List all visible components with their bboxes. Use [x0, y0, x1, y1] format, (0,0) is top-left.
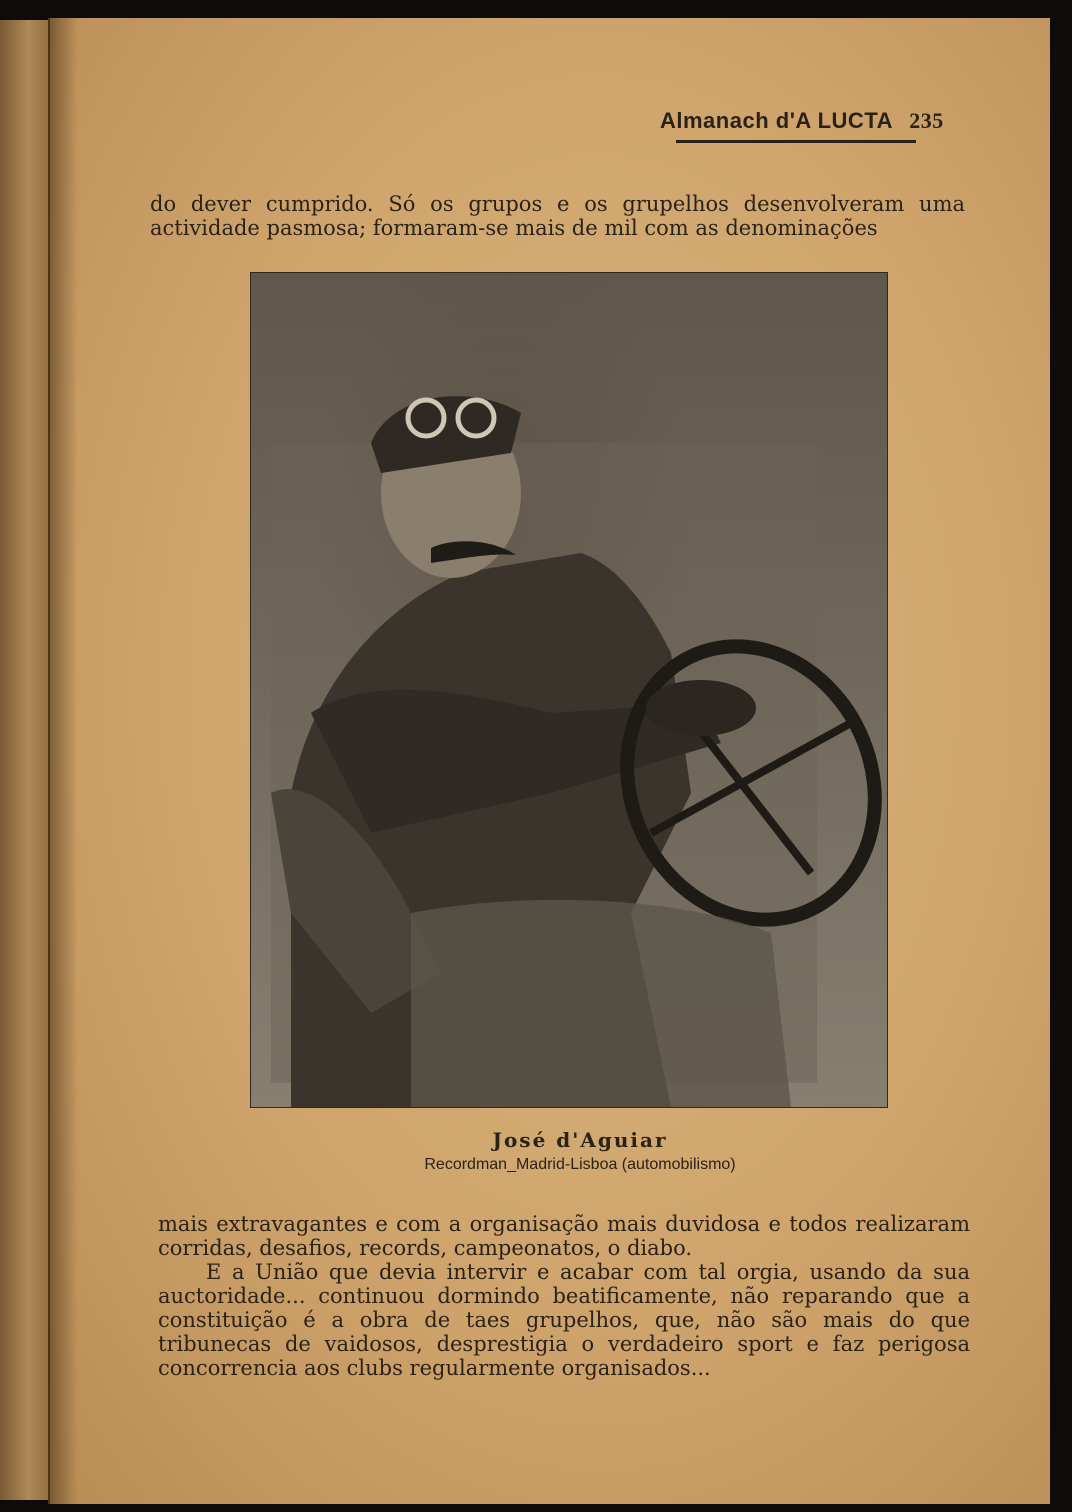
- running-header: [660, 108, 970, 134]
- gloved-hand: [646, 680, 756, 736]
- bottom-paragraph-1: mais extravagantes e com a organisação mais duvidosa e todos realizaram corridas, desafios, records, campeonatos, o diabo.: [158, 1212, 970, 1260]
- caption-subtitle: Recordman_Madrid-Lisboa (automobilismo): [424, 1156, 736, 1173]
- caption-name: José d'Aguiar: [492, 1128, 668, 1152]
- binding-shadow: [48, 18, 78, 1504]
- bottom-paragraph-2: E a União que devia intervir e acabar com tal orgia, usando da sua auctoridade... continuou dormindo beatificamente, não reparando que a constituição é a obra de taes grupelhos, que, não são mais do que tribunecas de vaidosos, desprestigia o verdadeiro sport e faz perigosa concorrencia aos clubs regularmente organisados...: [158, 1260, 970, 1380]
- almanac-title: Almanach d'A LUCTA: [660, 108, 894, 133]
- bottom-text: [158, 1212, 970, 1380]
- top-paragraph: do dever cumprido. Só os grupos e os grupelhos desenvolveram uma actividade pasmosa; formaram-se mais de mil com as denominações: [150, 192, 965, 240]
- header-rule: [676, 140, 916, 143]
- portrait-illustration: [251, 273, 887, 1107]
- left-page-edge: [0, 20, 54, 1500]
- lap-blanket: [411, 900, 791, 1107]
- portrait-photo: [250, 272, 888, 1108]
- page-number: 235: [909, 108, 944, 133]
